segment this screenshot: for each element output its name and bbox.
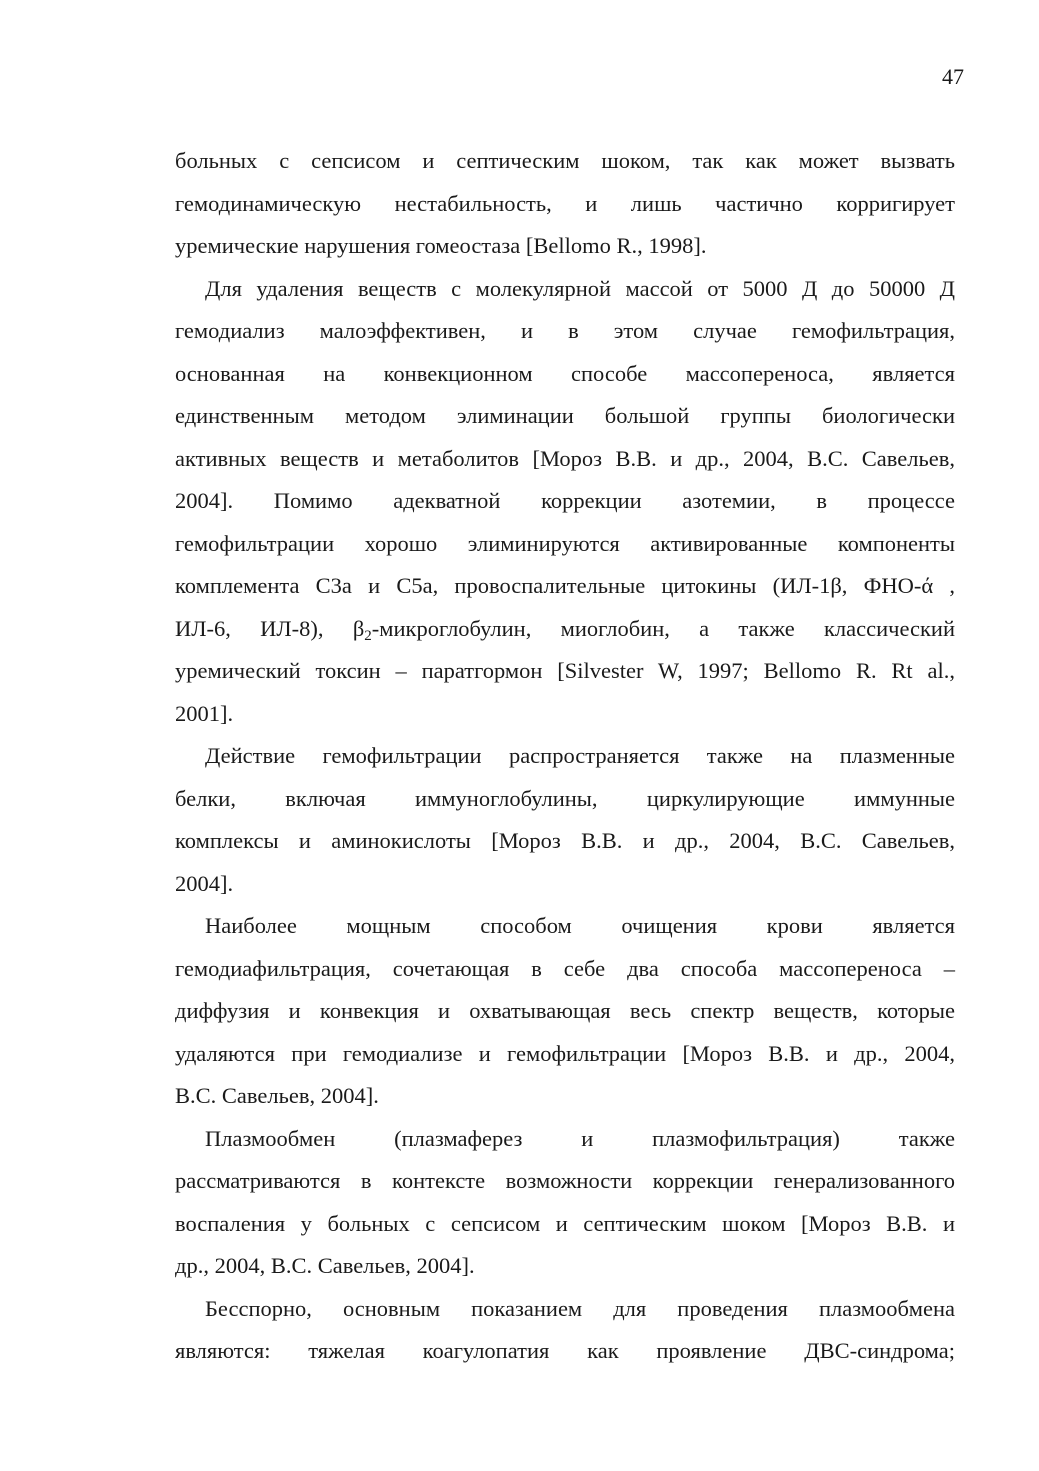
text-line: белки, включая иммуноглобулины, циркулирующие иммунные [175,785,955,811]
text-line: диффузия и конвекция и охватывающая весь спектр веществ, которые [175,998,955,1023]
paragraph [175,140,955,268]
paragraph [175,1288,955,1373]
text-line: основанная на конвекционном способе массопереноса, является [175,360,955,386]
text-line: воспаления у больных с сепсисом и септическим шоком [Мороз В.В. и [175,1210,955,1236]
text-line: Действие гемофильтрации распространяется также на плазменные [205,743,955,768]
text-line: гемодиафильтрация, сочетающая в себе два способа массопереноса – [175,955,955,981]
text-line: являются: тяжелая коагулопатия как проявление ДВС-синдрома; [175,1338,955,1363]
text-line: Для удаления веществ с молекулярной массой от 5000 Д до 50000 Д [205,275,955,301]
paragraph [175,1118,955,1288]
text-line: гемофильтрации хорошо элиминируются активированные компоненты [175,530,955,556]
text-line: 2004]. [175,870,234,896]
text-line: В.С. Савельев, 2004]. [175,1083,379,1108]
text-line: гемодиализ малоэффективен, и в этом случае гемофильтрация, [175,318,955,343]
text-line: рассматриваются в контексте возможности коррекции генерализованного [175,1168,955,1193]
paragraph [175,268,955,736]
text-line: Бесспорно, основным показанием для проведения плазмообмена [205,1295,955,1321]
text-line: комплемента С3а и С5а, провоспалительные цитокины (ИЛ-1β, ФНО-ά , [175,573,955,598]
text-line: уремические нарушения гомеостаза [Bellomo R., 1998]. [175,233,707,258]
text-line: комплексы и аминокислоты [Мороз В.В. и др., 2004, В.С. Савельев, [175,828,955,853]
text-line: Наиболее мощным способом очищения крови является [205,913,955,938]
text-line: Плазмообмен (плазмаферез и плазмофильтрация) также [205,1125,955,1151]
text-line: уремический токсин – паратгормон [Silvester W, 1997; Bellomo R. Rt al., [175,658,955,683]
text-line: 2001]. [175,700,234,726]
text-line: больных с сепсисом и септическим шоком, так как может вызвать [175,148,955,173]
text-line: гемодинамическую нестабильность, и лишь частично корригирует [175,190,955,216]
paragraph [175,905,955,1118]
text-line: активных веществ и метаболитов [Мороз В.В. и др., 2004, В.С. Савельев, [175,445,955,471]
text-line: 2004]. Помимо адекватной коррекции азотемии, в процессе [175,488,955,513]
text-line: удаляются при гемодиализе и гемофильтрации [Мороз В.В. и др., 2004, [175,1040,955,1066]
text-line: др., 2004, В.С. Савельев, 2004]. [175,1253,475,1278]
page-number: 47 [942,64,964,89]
paragraph [175,735,955,905]
text-line: единственным методом элиминации большой группы биологически [175,403,955,428]
document-body [175,140,955,1373]
text-line: ИЛ-6, ИЛ-8), $\beta_2$-микроглобулин, миоглобин, а также классический [175,615,956,644]
